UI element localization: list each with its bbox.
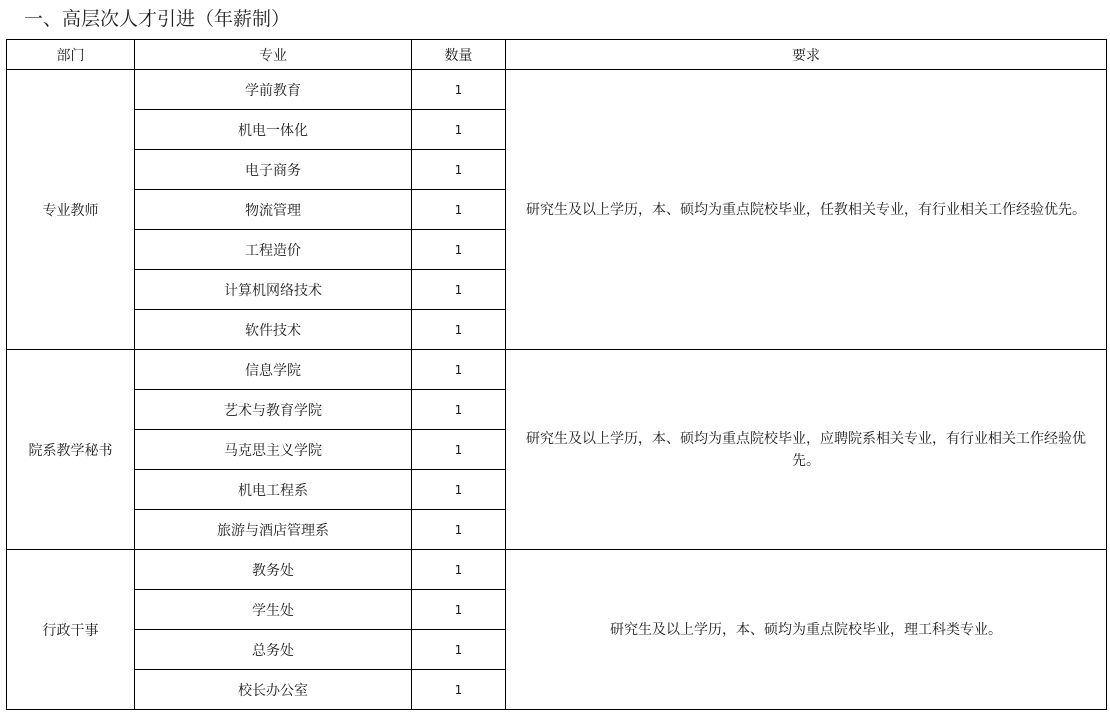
count-cell: 1 xyxy=(412,110,506,150)
header-count: 数量 xyxy=(412,40,506,70)
count-cell: 1 xyxy=(412,470,506,510)
page-title: 一、高层次人才引进（年薪制） xyxy=(24,8,291,30)
major-cell: 校长办公室 xyxy=(135,670,412,710)
dept-cell: 行政干事 xyxy=(7,550,135,710)
major-cell: 软件技术 xyxy=(135,310,412,350)
table-header-row xyxy=(7,40,1107,70)
major-cell: 艺术与教育学院 xyxy=(135,390,412,430)
count-cell: 1 xyxy=(412,70,506,110)
count-cell: 1 xyxy=(412,670,506,710)
major-cell: 机电一体化 xyxy=(135,110,412,150)
count-cell: 1 xyxy=(412,510,506,550)
dept-cell: 院系教学秘书 xyxy=(7,350,135,550)
count-cell: 1 xyxy=(412,350,506,390)
major-cell: 电子商务 xyxy=(135,150,412,190)
major-cell: 教务处 xyxy=(135,550,412,590)
recruitment-table xyxy=(6,39,1107,710)
dept-cell: 专业教师 xyxy=(7,70,135,350)
count-cell: 1 xyxy=(412,390,506,430)
major-cell: 物流管理 xyxy=(135,190,412,230)
major-cell: 旅游与酒店管理系 xyxy=(135,510,412,550)
count-cell: 1 xyxy=(412,230,506,270)
count-cell: 1 xyxy=(412,270,506,310)
table-row xyxy=(7,550,1107,590)
table-row xyxy=(7,70,1107,110)
major-cell: 机电工程系 xyxy=(135,470,412,510)
major-cell: 总务处 xyxy=(135,630,412,670)
major-cell: 信息学院 xyxy=(135,350,412,390)
count-cell: 1 xyxy=(412,310,506,350)
requirement-cell: 研究生及以上学历，本、硕均为重点院校毕业，任教相关专业，有行业相关工作经验优先。 xyxy=(506,70,1107,350)
major-cell: 计算机网络技术 xyxy=(135,270,412,310)
major-cell: 学前教育 xyxy=(135,70,412,110)
count-cell: 1 xyxy=(412,550,506,590)
count-cell: 1 xyxy=(412,150,506,190)
major-cell: 工程造价 xyxy=(135,230,412,270)
count-cell: 1 xyxy=(412,190,506,230)
header-requirement: 要求 xyxy=(506,40,1107,70)
count-cell: 1 xyxy=(412,590,506,630)
count-cell: 1 xyxy=(412,430,506,470)
count-cell: 1 xyxy=(412,630,506,670)
header-dept: 部门 xyxy=(7,40,135,70)
table-row xyxy=(7,350,1107,390)
major-cell: 学生处 xyxy=(135,590,412,630)
header-major: 专业 xyxy=(135,40,412,70)
requirement-cell: 研究生及以上学历，本、硕均为重点院校毕业，应聘院系相关专业，有行业相关工作经验优先。 xyxy=(506,350,1107,550)
requirement-cell: 研究生及以上学历，本、硕均为重点院校毕业，理工科类专业。 xyxy=(506,550,1107,710)
major-cell: 马克思主义学院 xyxy=(135,430,412,470)
